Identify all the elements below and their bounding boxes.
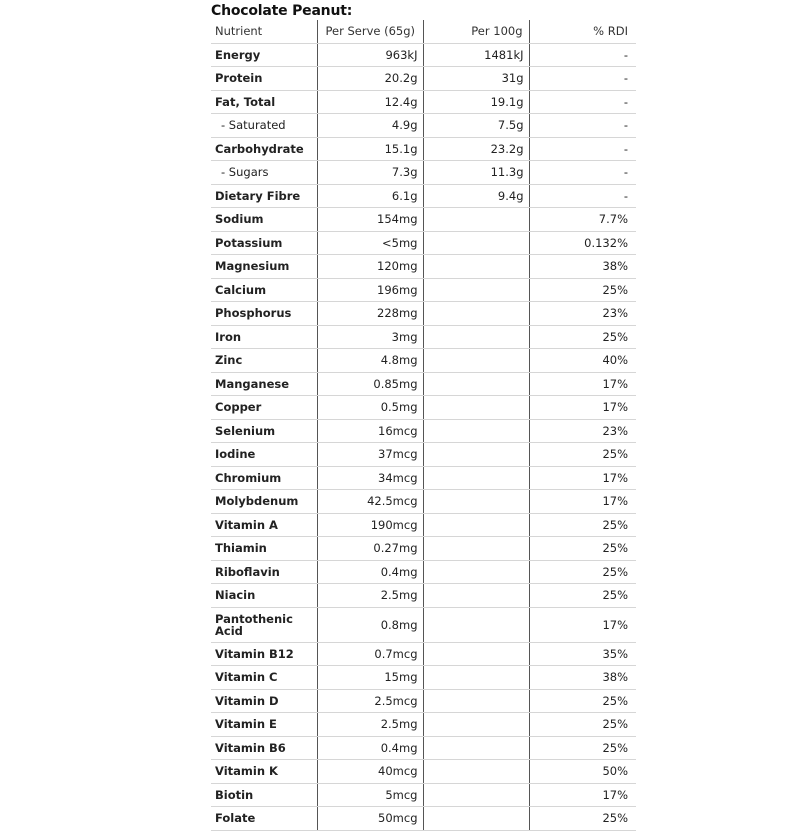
nutrient-name: Calcium: [211, 278, 317, 302]
nutrient-name: Protein: [211, 67, 317, 91]
rdi-value: 7.7%: [529, 208, 636, 232]
rdi-value: -: [529, 161, 636, 185]
rdi-value: -: [529, 184, 636, 208]
rdi-value: 17%: [529, 607, 636, 642]
header-per-100g: Per 100g: [423, 20, 529, 43]
nutrient-name: Molybdenum: [211, 490, 317, 514]
per-serve-value: 0.85mg: [317, 372, 423, 396]
per-serve-value: 34mcg: [317, 466, 423, 490]
nutrient-name: Vitamin B12: [211, 642, 317, 666]
per-100g-value: [423, 513, 529, 537]
header-per-serve: Per Serve (65g): [317, 20, 423, 43]
table-header: [211, 20, 636, 43]
table-row: [211, 396, 636, 420]
rdi-value: 17%: [529, 396, 636, 420]
nutrient-name: Vitamin K: [211, 760, 317, 784]
rdi-value: 25%: [529, 736, 636, 760]
per-serve-value: 228mg: [317, 302, 423, 326]
nutrient-name: Vitamin B6: [211, 736, 317, 760]
per-serve-value: 3mg: [317, 325, 423, 349]
table-body: [211, 43, 636, 830]
per-serve-value: 16mcg: [317, 419, 423, 443]
per-100g-value: [423, 490, 529, 514]
per-100g-value: [423, 208, 529, 232]
nutrient-name: Folate: [211, 807, 317, 831]
per-100g-value: [423, 466, 529, 490]
per-100g-value: [423, 537, 529, 561]
rdi-value: 25%: [529, 325, 636, 349]
table-row: [211, 642, 636, 666]
rdi-value: 38%: [529, 666, 636, 690]
table-row: [211, 137, 636, 161]
per-serve-value: 2.5mg: [317, 713, 423, 737]
rdi-value: 25%: [529, 278, 636, 302]
nutrient-name: Chromium: [211, 466, 317, 490]
rdi-value: 25%: [529, 560, 636, 584]
nutrient-name: Iron: [211, 325, 317, 349]
header-nutrient: Nutrient: [211, 20, 317, 43]
table-row: [211, 231, 636, 255]
per-100g-value: [423, 783, 529, 807]
per-serve-value: 5mcg: [317, 783, 423, 807]
nutrient-name: Niacin: [211, 584, 317, 608]
per-100g-value: [423, 689, 529, 713]
per-serve-value: 4.8mg: [317, 349, 423, 373]
nutrient-name: Phosphorus: [211, 302, 317, 326]
table-row: [211, 513, 636, 537]
rdi-value: 17%: [529, 372, 636, 396]
per-100g-value: [423, 584, 529, 608]
nutrient-name: Carbohydrate: [211, 137, 317, 161]
rdi-value: 17%: [529, 783, 636, 807]
table-row: [211, 490, 636, 514]
nutrient-name: - Sugars: [211, 161, 317, 185]
table-row: [211, 443, 636, 467]
per-100g-value: [423, 231, 529, 255]
nutrient-name: Magnesium: [211, 255, 317, 279]
nutrient-name: - Saturated: [211, 114, 317, 138]
per-serve-value: <5mg: [317, 231, 423, 255]
nutrient-name: Manganese: [211, 372, 317, 396]
table-row: [211, 560, 636, 584]
nutrient-name: Potassium: [211, 231, 317, 255]
nutrient-name: Iodine: [211, 443, 317, 467]
rdi-value: 50%: [529, 760, 636, 784]
per-serve-value: 12.4g: [317, 90, 423, 114]
per-serve-value: 0.5mg: [317, 396, 423, 420]
per-100g-value: 7.5g: [423, 114, 529, 138]
rdi-value: -: [529, 114, 636, 138]
table-row: [211, 807, 636, 831]
per-100g-value: [423, 278, 529, 302]
rdi-value: 0.132%: [529, 231, 636, 255]
table-row: [211, 584, 636, 608]
table-row: [211, 689, 636, 713]
table-row: [211, 278, 636, 302]
rdi-value: -: [529, 137, 636, 161]
table-title: Chocolate Peanut:: [211, 3, 353, 19]
table-row: [211, 302, 636, 326]
table-row: [211, 419, 636, 443]
rdi-value: 25%: [529, 513, 636, 537]
per-100g-value: [423, 349, 529, 373]
per-100g-value: [423, 642, 529, 666]
per-serve-value: 154mg: [317, 208, 423, 232]
per-serve-value: 2.5mcg: [317, 689, 423, 713]
per-100g-value: [423, 396, 529, 420]
per-serve-value: 190mcg: [317, 513, 423, 537]
per-100g-value: [423, 419, 529, 443]
per-100g-value: [423, 325, 529, 349]
per-serve-value: 0.27mg: [317, 537, 423, 561]
per-serve-value: 0.4mg: [317, 736, 423, 760]
nutrient-name: Dietary Fibre: [211, 184, 317, 208]
per-100g-value: [423, 736, 529, 760]
per-100g-value: 19.1g: [423, 90, 529, 114]
nutrient-name: Vitamin E: [211, 713, 317, 737]
per-100g-value: 1481kJ: [423, 43, 529, 67]
table-row: [211, 184, 636, 208]
rdi-value: 17%: [529, 466, 636, 490]
nutrient-name: Selenium: [211, 419, 317, 443]
nutrition-table: [211, 20, 636, 831]
nutrient-name: Sodium: [211, 208, 317, 232]
per-100g-value: 9.4g: [423, 184, 529, 208]
table-row: [211, 161, 636, 185]
per-100g-value: [423, 255, 529, 279]
table-row: [211, 713, 636, 737]
per-serve-value: 0.7mcg: [317, 642, 423, 666]
rdi-value: -: [529, 90, 636, 114]
per-serve-value: 15.1g: [317, 137, 423, 161]
per-serve-value: 37mcg: [317, 443, 423, 467]
per-serve-value: 6.1g: [317, 184, 423, 208]
per-serve-value: 15mg: [317, 666, 423, 690]
per-serve-value: 20.2g: [317, 67, 423, 91]
rdi-value: 23%: [529, 419, 636, 443]
nutrient-name: Energy: [211, 43, 317, 67]
per-100g-value: [423, 443, 529, 467]
rdi-value: -: [529, 67, 636, 91]
table-row: [211, 736, 636, 760]
table-row: [211, 466, 636, 490]
per-serve-value: 42.5mcg: [317, 490, 423, 514]
rdi-value: 40%: [529, 349, 636, 373]
per-serve-value: 4.9g: [317, 114, 423, 138]
table-row: [211, 666, 636, 690]
table-row: [211, 783, 636, 807]
nutrient-name: Fat, Total: [211, 90, 317, 114]
per-100g-value: [423, 807, 529, 831]
rdi-value: -: [529, 43, 636, 67]
nutrient-name: Vitamin C: [211, 666, 317, 690]
per-100g-value: [423, 560, 529, 584]
table-row: [211, 43, 636, 67]
table-row: [211, 208, 636, 232]
rdi-value: 25%: [529, 807, 636, 831]
table-row: [211, 255, 636, 279]
rdi-value: 17%: [529, 490, 636, 514]
rdi-value: 25%: [529, 443, 636, 467]
per-serve-value: 196mg: [317, 278, 423, 302]
table-row: [211, 114, 636, 138]
table-row: [211, 67, 636, 91]
per-100g-value: [423, 666, 529, 690]
nutrient-name: Biotin: [211, 783, 317, 807]
nutrient-name: Riboflavin: [211, 560, 317, 584]
table-row: [211, 537, 636, 561]
rdi-value: 38%: [529, 255, 636, 279]
nutrient-name: Vitamin A: [211, 513, 317, 537]
table-row: [211, 760, 636, 784]
per-100g-value: 11.3g: [423, 161, 529, 185]
per-100g-value: [423, 302, 529, 326]
rdi-value: 25%: [529, 584, 636, 608]
per-100g-value: 31g: [423, 67, 529, 91]
nutrient-name: Thiamin: [211, 537, 317, 561]
table-row: [211, 607, 636, 642]
per-serve-value: 7.3g: [317, 161, 423, 185]
nutrient-name: Pantothenic Acid: [211, 607, 317, 642]
per-100g-value: [423, 760, 529, 784]
table-row: [211, 372, 636, 396]
header-rdi: % RDI: [529, 20, 636, 43]
rdi-value: 35%: [529, 642, 636, 666]
per-serve-value: 40mcg: [317, 760, 423, 784]
per-serve-value: 0.8mg: [317, 607, 423, 642]
nutrient-name: Zinc: [211, 349, 317, 373]
per-serve-value: 0.4mg: [317, 560, 423, 584]
per-100g-value: 23.2g: [423, 137, 529, 161]
table-row: [211, 349, 636, 373]
rdi-value: 25%: [529, 713, 636, 737]
table-row: [211, 90, 636, 114]
rdi-value: 25%: [529, 689, 636, 713]
table-row: [211, 325, 636, 349]
per-serve-value: 50mcg: [317, 807, 423, 831]
nutrient-name: Vitamin D: [211, 689, 317, 713]
per-serve-value: 2.5mg: [317, 584, 423, 608]
per-serve-value: 963kJ: [317, 43, 423, 67]
rdi-value: 23%: [529, 302, 636, 326]
per-100g-value: [423, 372, 529, 396]
nutrient-name: Copper: [211, 396, 317, 420]
per-100g-value: [423, 607, 529, 642]
header-row: [211, 20, 636, 43]
per-100g-value: [423, 713, 529, 737]
rdi-value: 25%: [529, 537, 636, 561]
per-serve-value: 120mg: [317, 255, 423, 279]
